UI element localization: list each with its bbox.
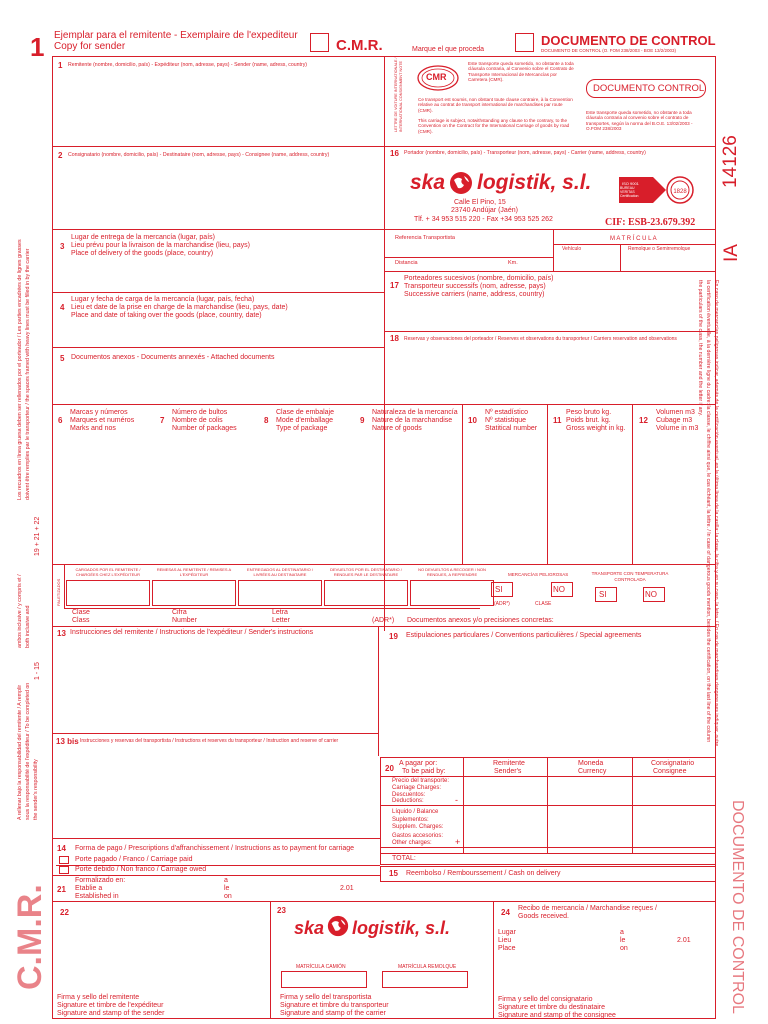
- sig24-l2: Signature et timbre du destinataire: [498, 1004, 606, 1011]
- sig24-le: le: [620, 937, 626, 944]
- sig23-globe-icon: [326, 914, 350, 938]
- col8-l3: Type of package: [276, 425, 328, 432]
- box-6-number: 6: [58, 416, 63, 425]
- sig23-l2: Signature et timbre du transporteur: [280, 1002, 389, 1009]
- line-goods: [52, 404, 716, 405]
- svg-text:1828: 1828: [673, 189, 687, 195]
- transport-ref-label: Referencia Transportista: [395, 235, 455, 241]
- box-13bis-number: 13 bis: [56, 737, 79, 746]
- special-field[interactable]: [384, 644, 712, 752]
- matricula-label: M A T R Í C U L A: [610, 236, 657, 242]
- box-18-number: 18: [390, 334, 399, 343]
- documents-label: Documentos anexos - Documents annexés - Attached documents: [71, 354, 275, 361]
- line-14: [52, 838, 380, 839]
- consignee-label: Consignatario (nombre, domicilio, país) - Destinataire (nom, adresse, pays) - Consignee (name, address, country): [68, 152, 330, 158]
- cmr-title: C.M.R.: [336, 37, 383, 54]
- payment-row-label: Gastos accesorios:: [392, 833, 444, 839]
- box-15-number: 15: [389, 869, 398, 878]
- temp-title: TRANSPORTE CON TEMPERATURA CONTROLADA: [591, 571, 669, 582]
- payment-row-label: Supplem. Charges:: [392, 824, 444, 830]
- sig24-p2: Lieu: [498, 937, 512, 944]
- copy-line-1: Ejemplar para el remitente - Exemplaire de l'expediteur: [54, 30, 298, 41]
- reservations-label: Reservas y observaciones del porteador / Reserves et observations du transporteur / Carriers reservation and observations: [404, 336, 677, 342]
- box-17-number: 17: [390, 281, 399, 290]
- pallet-col-label: REMESAS AL REMITENTE / REMISES A L'EXPÉDITEUR: [156, 567, 232, 577]
- pallet-col-field[interactable]: [410, 580, 494, 606]
- box-14-number: 14: [57, 844, 66, 853]
- pay-col2: Moneda: [578, 760, 604, 767]
- margin-boxes-19-21-22: 19 + 21 + 22: [34, 516, 41, 556]
- box-24-number: 24: [501, 908, 510, 917]
- class-en: Class: [72, 617, 90, 624]
- col10-l3: Statitical number: [485, 425, 538, 432]
- to-pay-en: To be paid by:: [402, 768, 446, 775]
- sig24-l3: Signature and stamp of the consignee: [498, 1012, 616, 1019]
- order-text: Este transporte queda sometido, no obstante a toda cláusula contraria al convenio sobre el contrato de transportes, según la norma del B.O.E. 13/02/2003 - O.FOM 238/2003: [586, 110, 693, 132]
- line-pallet-side: [64, 564, 65, 608]
- carriage-paid: Porte pagado / Franco / Carriage paid: [75, 856, 193, 863]
- payment-row-line: [380, 805, 716, 806]
- mark-hint: Marque el que proceda: [412, 46, 484, 53]
- col6-l1: Marcas y números: [70, 409, 128, 416]
- dangerous-title: MERCANCÍAS PELIGROSAS: [508, 572, 569, 577]
- sig24-on: on: [620, 945, 628, 952]
- line-18: [384, 331, 716, 332]
- margin-cmr-big: C.M.R.: [11, 884, 49, 990]
- line-row-2: [52, 146, 716, 147]
- carrier-phone: Tlf. + 34 953 515 220 - Fax +34 953 525 262: [414, 216, 553, 223]
- col6-l2: Marques et numéros: [70, 417, 135, 424]
- payment-row-label: Suplementos:: [392, 817, 429, 823]
- est-l3: Established in: [75, 893, 119, 900]
- cmr-text-es: Este transporte queda sometido, no obstante a toda cláusula contraria, al Convenio sobre el Contrato de Transporte Internacional de Mercancías por Carretera (CMR).: [468, 61, 574, 83]
- est-a: a: [224, 877, 228, 884]
- sig22-l2: Signature et timbre de l'expéditeur: [57, 1002, 164, 1009]
- doc-control-checkbox[interactable]: [515, 33, 534, 52]
- cmr-text-en: This carriage is subject, notwithstanding any clause to the contrary, to the Convention on the Contract for the International Carriage of goods by road (CMR).: [418, 118, 570, 134]
- box-19-number: 19: [389, 632, 398, 641]
- plate-trailer-label: MATRÍCULA REMOLQUE: [398, 964, 457, 970]
- documents-field[interactable]: [56, 364, 380, 400]
- line-21: [52, 875, 380, 876]
- margin-sender-responsibility: A rellenar bajo la responsabilidad del remitente / A remplir sous la responsabilité de l'expéditeur / To be completed on the sender's responsibility: [17, 682, 39, 820]
- transport-ref-field[interactable]: [390, 242, 550, 256]
- col8-l2: Mode d'emballage: [276, 417, 333, 424]
- delivery-l3: Place of delivery of the goods (place, country): [71, 250, 214, 257]
- cmr-vertical-title: LETTRE DE VOITURE INTERNATIONALE / INTERNATIONAL CONSIGNMENT NOTE: [394, 57, 403, 132]
- special-label: Estipulaciones particulares / Conventions particulières / Special agreements: [406, 632, 642, 639]
- margin-both-inclusive: ambos inclusive / y compris et / both inclusive and: [17, 574, 31, 648]
- copy-line-2: Copy for sender: [54, 41, 126, 52]
- dangerous-no: NO: [553, 585, 565, 594]
- col9-l1: Naturaleza de la mercancía: [372, 409, 458, 416]
- col7-l3: Number of packages: [172, 425, 237, 432]
- delivery-l2: Lieu prévu pour la livraison de la marchandise (lieu, pays): [71, 242, 250, 249]
- plate-truck-label: MATRÍCULA CAMIÓN: [296, 964, 346, 970]
- dangerous-si: SI: [495, 585, 503, 594]
- col8-l1: Clase de embalaje: [276, 409, 334, 416]
- carrier-cif: CIF: ESB-23.679.392: [605, 217, 696, 228]
- box-9-number: 9: [360, 416, 365, 425]
- sig23-company-hidden: [0, 0, 6, 7]
- line-matricula: [553, 244, 716, 245]
- taking-l2: Lieu et date de la prise en charge de la marchandise (lieu, pays, date): [71, 304, 288, 311]
- class-es: Clase: [72, 609, 90, 616]
- plate-truck-field[interactable]: [281, 971, 367, 988]
- trailer-label: Remolque o Semirremolque: [628, 246, 691, 252]
- instructions-label: Instrucciones del remitente / Instructions de l'expéditeur / Sender's instructions: [70, 629, 314, 636]
- box-20-number: 20: [385, 764, 394, 773]
- payment-row-label: Descuentos:: [392, 792, 426, 798]
- box-5-number: 5: [60, 354, 65, 363]
- pay-col2b: Currency: [578, 768, 607, 775]
- col7-l2: Nombre de colis: [172, 417, 223, 424]
- sig24-l1: Firma y sello del consignatario: [498, 996, 593, 1003]
- box-12-number: 12: [639, 416, 648, 425]
- line-row-3: [52, 229, 716, 230]
- successive-l2: Transporteur successifs (nom, adresse, pays): [404, 283, 546, 290]
- pallet-col-label: CARGADOS POR EL REMITENTE / CHARGÉES CHEZ L'EXPÉDITEUR: [75, 567, 141, 577]
- sig24-r1: Recibo de mercancía / Marchandise reçues /: [518, 905, 657, 912]
- col12-l2: Cubage m3: [656, 417, 693, 424]
- delivery-l1: Lugar de entrega de la mercancía (lugar, país): [71, 234, 215, 241]
- sender-field[interactable]: [56, 72, 380, 144]
- line-13bis: [52, 733, 378, 734]
- carriage-paid-checkbox[interactable]: [59, 856, 69, 864]
- class-adr: (ADR*): [372, 617, 395, 624]
- instructions-field[interactable]: [56, 640, 374, 730]
- sig23-l1: Firma y sello del transportista: [280, 994, 372, 1001]
- line-row-4: [52, 292, 384, 293]
- sig24-r2: Goods received.: [518, 913, 569, 920]
- payment-row-label: Carriage Charges:: [392, 785, 442, 791]
- payment-method-label: Forma de pago / Prescriptions d'affranchissement / Instructions as to payment for carriage: [75, 845, 355, 852]
- box-10-number: 10: [468, 416, 477, 425]
- instructions-bis-label: Instrucciones y reservas del transportista / Instructions et reserves du transporteur / Instruction and reserve of carrier: [80, 738, 339, 744]
- sig24-year: 2.01: [677, 937, 691, 944]
- pay-col3b: Consignee: [653, 768, 687, 775]
- pallet-col-field[interactable]: [324, 580, 408, 606]
- sig22-l3: Signature and stamp of the sender: [57, 1010, 165, 1017]
- box-11-number: 11: [553, 416, 562, 425]
- est-le: le: [224, 885, 230, 892]
- sig22-l1: Firma y sello del remitente: [57, 994, 140, 1001]
- est-l1: Formalizado en:: [75, 877, 126, 884]
- carrier-logo-ska: ska: [410, 171, 446, 194]
- box-7-number: 7: [160, 416, 165, 425]
- carriage-owed-checkbox[interactable]: [59, 866, 69, 874]
- col11-l3: Gross weight in kg.: [566, 425, 626, 432]
- col12-l3: Volume in m3: [656, 425, 699, 432]
- box-3-number: 3: [60, 242, 65, 251]
- box-23-number: 23: [277, 906, 286, 915]
- pallet-col-field[interactable]: [66, 580, 150, 606]
- consignee-field[interactable]: [56, 162, 380, 228]
- line-pay-h1: [380, 776, 716, 777]
- box-16-number: 16: [390, 149, 399, 158]
- copy-number: 1: [30, 32, 45, 62]
- doc-control-stamp-text: DOCUMENTO CONTROL: [593, 83, 705, 94]
- payment-row-label: Precio del transporte:: [392, 778, 450, 784]
- pallet-col-label: DEVUELTOS POR EL DESTINATARIO / RENDUES PAR LE DESTINATAIRE: [330, 567, 402, 577]
- box-1-number: 1: [58, 61, 63, 70]
- col12-l1: Volumen m3: [656, 409, 695, 416]
- est-year: 2.01: [340, 885, 354, 892]
- box-22-number: 22: [60, 908, 69, 917]
- delivery-field[interactable]: [56, 260, 380, 290]
- pallet-col-field[interactable]: [152, 580, 236, 606]
- col7-l1: Número de bultos: [172, 409, 228, 416]
- taking-l3: Place and date of taking over the goods (place, country, date): [71, 312, 262, 319]
- series-letters: IA: [721, 244, 742, 262]
- sig23-l3: Signature and stamp of the carrier: [280, 1010, 386, 1017]
- docs-concretas: Documentos anexos y/o precisiones concretas:: [407, 617, 554, 624]
- clase-label: CLASE: [535, 601, 552, 607]
- line-veh-div: [620, 244, 621, 271]
- payment-row-label: Deductions:: [392, 798, 424, 804]
- pay-total: TOTAL:: [392, 855, 416, 862]
- adr-label: (ADR*): [494, 601, 510, 607]
- taking-l1: Lugar y fecha de carga de la mercancía (lugar, país, fecha): [71, 296, 255, 303]
- line-distance: [384, 257, 553, 258]
- doc-control-ref: DOCUMENTO DE CONTROL (O. FOM 238/2003 - BOE 13/2/2003): [541, 48, 677, 53]
- col11-l1: Peso bruto kg.: [566, 409, 612, 416]
- pay-minus: -: [455, 795, 458, 805]
- line-row-5: [52, 347, 384, 348]
- cmr-badge-text: CMR: [426, 72, 447, 82]
- line-ref-div: [553, 229, 554, 271]
- cmr-checkbox[interactable]: [310, 33, 329, 52]
- margin-heavy-lines-note: Los recuadros en línea gruesa deben ser rellenados por el porteador / Les parties encadrées de lignes grasses doivent être remplies par le transporteur / the spaces framed with heavy lines must be filled in by the carrier: [17, 239, 31, 500]
- col11-l2: Poids brut. kg.: [566, 417, 611, 424]
- reservations-field[interactable]: [390, 346, 710, 396]
- col10-l1: Nº estadístico: [485, 409, 529, 416]
- vehicle-label: Vehículo: [562, 246, 582, 252]
- payment-row-label: Other charges:: [392, 840, 432, 846]
- successive-l1: Porteadores sucesivos (nombre, domicilio, país): [404, 275, 554, 282]
- pallet-col-label: NO DEVUELTOS A RECOGER / NON RENDUES, A REPRENDRE: [418, 567, 486, 577]
- sig24-p1: Lugar: [498, 929, 516, 936]
- cifra-es: Cifra: [172, 609, 187, 616]
- col10-l2: Nº statistique: [485, 417, 527, 424]
- sender-label: Remitente (nombre, domicilio, país) - Expéditeur (nom, adresse, pays) - Sender (name, adress, country): [68, 62, 308, 68]
- dangerous-goods-note: En caso de mercancías peligrosas indicar, además de la certificación eventual, en la última línea de la casilla: la clase, la cifra y en su caso, la letra. / En cas de marchandises dangereuses indiquer, outre la certification éventuelle, à la dernière ligne du cadre: la classe, le chiffre ainsi que, le cas échéant, la lettre. / In case of dangerous goods mention, besides the certification, on the last line of the column the particulars of the class, the number and the letter if any.: [697, 280, 719, 747]
- successive-l3: Successive carriers (name, address, country): [404, 291, 545, 298]
- line-pallets: [52, 564, 716, 565]
- to-pay: A pagar por:: [399, 760, 438, 767]
- sig23-logo-rest: logistik, s.l.: [352, 918, 451, 938]
- km-label: Km.: [508, 260, 518, 266]
- doc-control-vertical: DOCUMENTO DE CONTROL: [729, 800, 746, 1014]
- box-21-number: 21: [57, 885, 66, 894]
- box-2-number: 2: [58, 151, 63, 160]
- line-13: [52, 626, 716, 627]
- serial-number: 14126: [720, 135, 741, 188]
- temp-si: SI: [599, 590, 607, 599]
- pallet-col-label: ENTREGADOS AL DESTINATARIO / LIVRÉES AU DESTINATAIRE: [247, 567, 313, 577]
- cod-label: Reembolso / Rembourssement / Cash on delivery: [406, 870, 561, 877]
- box-13-number: 13: [57, 629, 66, 638]
- pay-col1b: Sender's: [494, 768, 522, 775]
- pay-col3: Consignatario: [651, 760, 695, 767]
- doc-control-title: DOCUMENTO DE CONTROL: [541, 33, 716, 48]
- sig24-a: a: [620, 929, 624, 936]
- pay-plus: +: [455, 837, 461, 847]
- est-on: on: [224, 893, 232, 900]
- payment-row-line: [380, 847, 716, 848]
- pallets-vertical: PALETIZADOS: [56, 578, 61, 606]
- box-4-number: 4: [60, 303, 65, 312]
- pallet-col-field[interactable]: [238, 580, 322, 606]
- cert-body: BUREAU VERITAS Certification: [620, 186, 639, 198]
- box-8-number: 8: [264, 416, 269, 425]
- letra-en: Letter: [272, 617, 290, 624]
- instructions-bis-field[interactable]: [56, 748, 374, 834]
- globe-icon: [448, 170, 474, 196]
- cert-iso: ISO 9001: [622, 181, 639, 186]
- col6-l3: Marks and nos: [70, 425, 116, 432]
- carrier-logo-rest: logistik, s.l.: [477, 171, 592, 194]
- est-l2: Etablie a: [75, 885, 103, 892]
- carriage-owed: Porte debido / Non franco / Carriage owed: [75, 866, 207, 873]
- pay-col1: Remitente: [493, 760, 525, 767]
- payment-row-label: Líquido / Balance: [392, 809, 439, 815]
- line-pay-total: [380, 853, 716, 854]
- line-17: [384, 271, 716, 272]
- carrier-city: 23740 Andújar (Jaén): [451, 207, 518, 214]
- distance-label: Distancia: [395, 260, 418, 266]
- temp-no: NO: [645, 590, 657, 599]
- carrier-street: Calle El Pino, 15: [454, 199, 506, 206]
- carrier-label: Portador (nombre, domicilio, país) - Transporteur (nom, adresse, pays) - Carrier (name, address, country): [404, 150, 646, 156]
- goods-field[interactable]: [56, 436, 712, 560]
- margin-boxes-1-15: 1 - 15: [34, 662, 41, 680]
- col9-l2: Nature de la marchandise: [372, 417, 453, 424]
- cmr-text-fr: Ce transport est soumis, non obstant toute clause contraire, à la Convention relative au contrat de transport international de marchandises par route (CMR).: [418, 97, 573, 113]
- line-19-div: [378, 626, 379, 756]
- col9-l3: Nature of goods: [372, 425, 422, 432]
- letra-es: Letra: [272, 609, 288, 616]
- sig24-p3: Place: [498, 945, 516, 952]
- cifra-en: Number: [172, 617, 197, 624]
- plate-trailer-field[interactable]: [382, 971, 468, 988]
- sig23-logo-ska: ska: [294, 918, 325, 938]
